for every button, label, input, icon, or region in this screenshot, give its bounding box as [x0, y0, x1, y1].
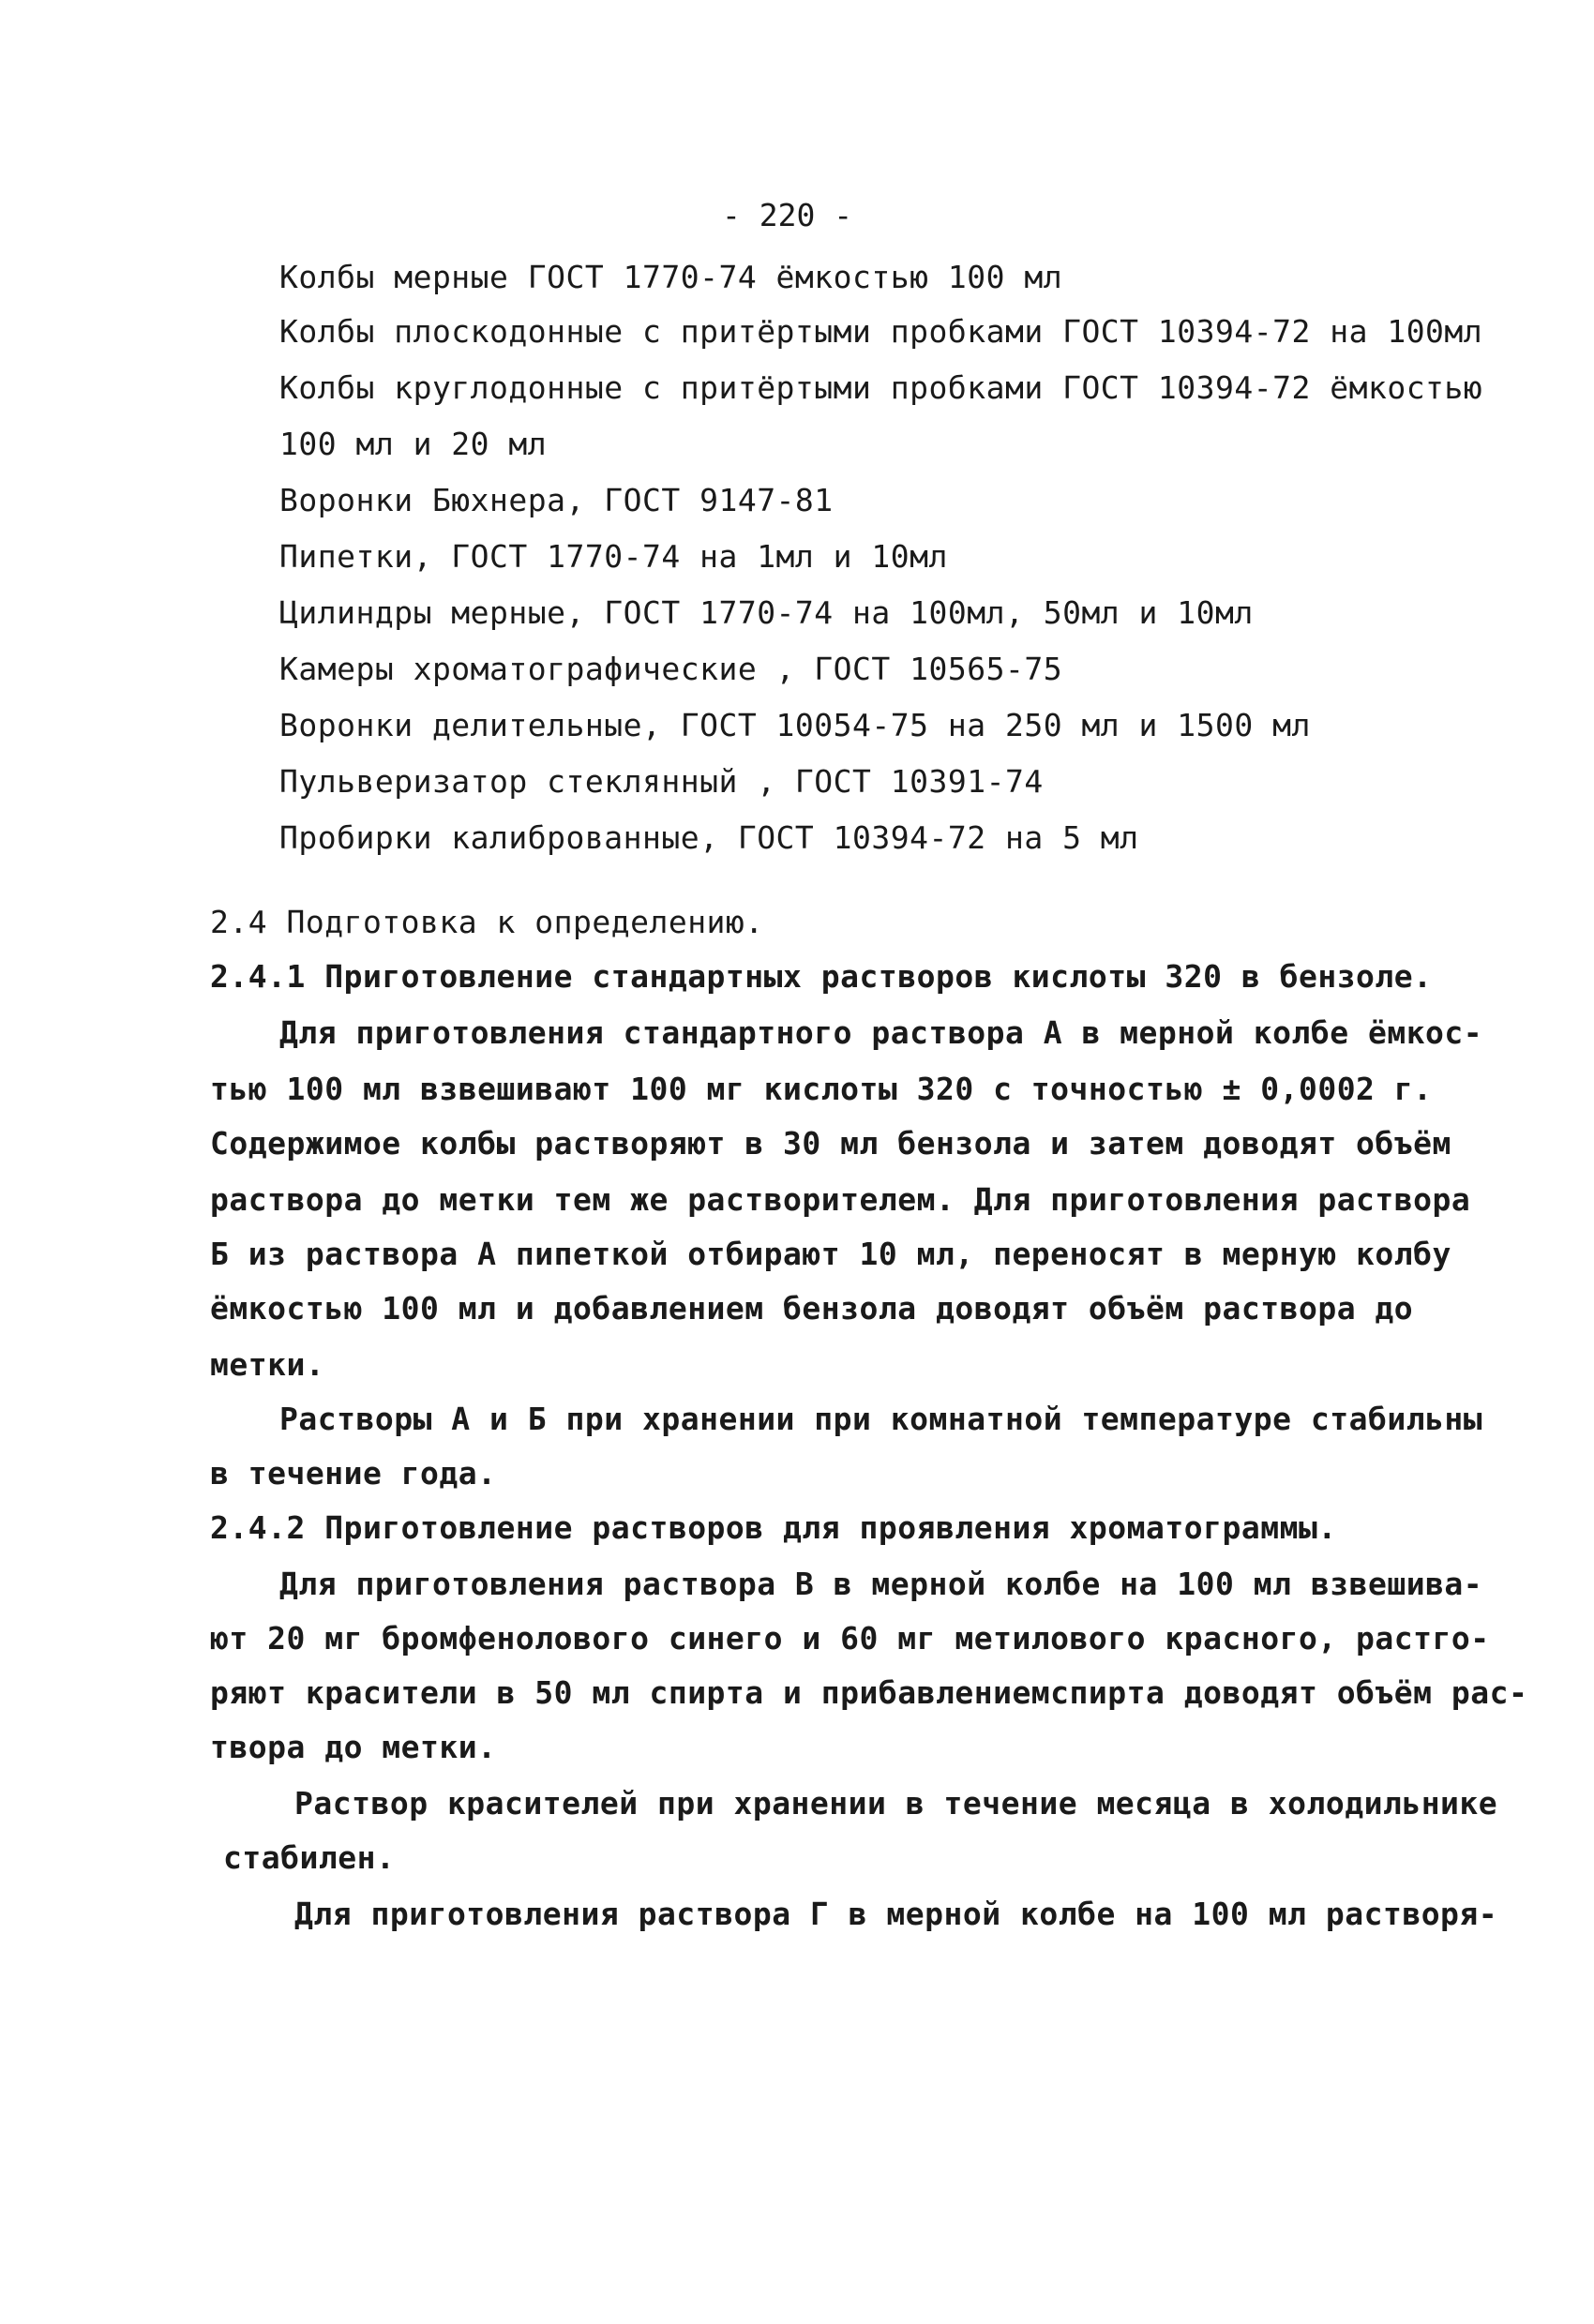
equipment-item: Пипетки, ГОСТ 1770-74 на 1мл и 10мл	[279, 538, 948, 575]
equipment-item: Пробирки калиброванные, ГОСТ 10394-72 на 5 мл	[279, 819, 1139, 856]
section-heading-2-4: 2.4 Подготовка к определению.	[210, 904, 764, 940]
section-heading-2-4-1: 2.4.1 Приготовление стандартных растворов кислоты 320 в бензоле.	[210, 958, 1433, 995]
paragraph-line: Раствор красителей при хранении в течение месяца в холодильнике	[294, 1785, 1498, 1822]
paragraph-line: метки.	[210, 1346, 325, 1383]
equipment-item: Пульверизатор стеклянный , ГОСТ 10391-74	[279, 763, 1044, 800]
equipment-item: Камеры хроматографические , ГОСТ 10565-75	[279, 651, 1063, 687]
paragraph-line: Растворы А и Б при хранении при комнатной температуре стабильны	[279, 1401, 1483, 1437]
paragraph-line: Содержимое колбы растворяют в 30 мл бензола и затем доводят объём	[210, 1125, 1451, 1162]
paragraph-line: стабилен.	[223, 1839, 396, 1876]
equipment-item-continuation: 100 мл и 20 мл	[279, 426, 548, 462]
equipment-item: Воронки Бюхнера, ГОСТ 9147-81	[279, 482, 834, 518]
equipment-item: Колбы плоскодонные с притёртыми пробками ГОСТ 10394-72 на 100мл	[279, 313, 1483, 350]
section-heading-2-4-2: 2.4.2 Приготовление растворов для проявления хроматограммы.	[210, 1509, 1337, 1546]
equipment-item: Колбы круглодонные с притёртыми пробками ГОСТ 10394-72 ёмкостью	[279, 369, 1483, 406]
paragraph-line: твора до метки.	[210, 1729, 497, 1765]
paragraph-line: Б из раствора А пипеткой отбирают 10 мл, переносят в мерную колбу	[210, 1236, 1451, 1272]
equipment-item: Цилиндры мерные, ГОСТ 1770-74 на 100мл, 50мл и 10мл	[279, 594, 1254, 631]
paragraph-line: тью 100 мл взвешивают 100 мг кислоты 320 с точностью ± 0,0002 г.	[210, 1071, 1433, 1107]
equipment-item: Воронки делительные, ГОСТ 10054-75 на 250 мл и 1500 мл	[279, 707, 1311, 743]
paragraph-line: Для приготовления стандартного раствора А в мерной колбе ёмкос-	[279, 1014, 1483, 1051]
paragraph-line: Для приготовления раствора В в мерной колбе на 100 мл взвешива-	[279, 1566, 1483, 1602]
paragraph-line: Для приготовления раствора Г в мерной колбе на 100 мл растворя-	[294, 1896, 1498, 1932]
paragraph-line: раствора до метки тем же растворителем. Для приготовления раствора	[210, 1181, 1471, 1218]
paragraph-line: ёмкостью 100 мл и добавлением бензола доводят объём раствора до	[210, 1290, 1414, 1327]
paragraph-line: в течение года.	[210, 1455, 497, 1492]
page-number: - 220 -	[722, 197, 853, 233]
paragraph-line: ряют красители в 50 мл спирта и прибавлениемспирта доводят объём рас-	[210, 1674, 1528, 1711]
paragraph-line: ют 20 мг бромфенолового синего и 60 мг метилового красного, растго-	[210, 1620, 1490, 1657]
equipment-item: Колбы мерные ГОСТ 1770-74 ёмкостью 100 мл	[279, 259, 1063, 295]
